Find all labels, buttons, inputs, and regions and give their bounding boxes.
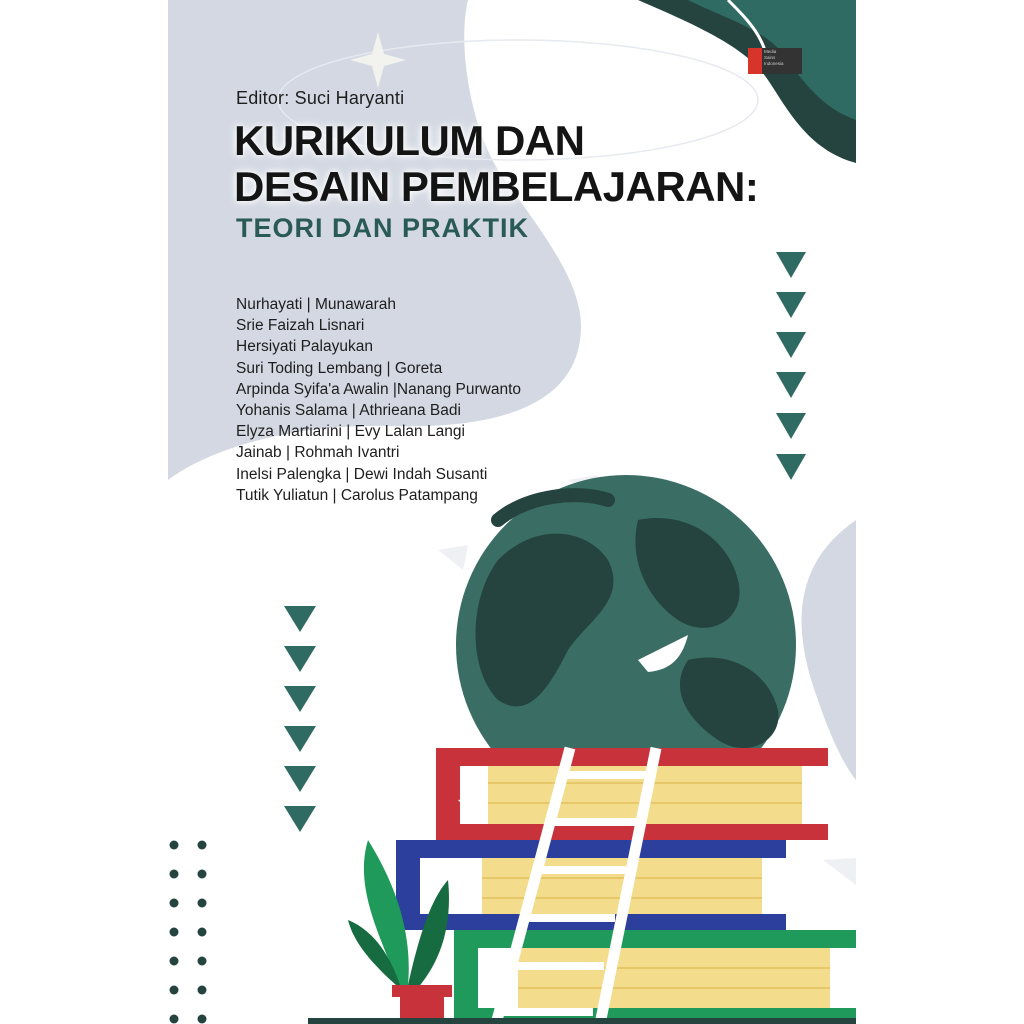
triangle-column-right: [776, 252, 806, 480]
publisher-logo-line: Indonesia: [764, 61, 784, 66]
triangle-marker-icon: [776, 292, 806, 318]
author-entry: Inelsi Palengka | Dewi Indah Susanti: [236, 465, 488, 483]
editor-credit: Editor: Suci Haryanti: [236, 88, 405, 108]
triangle-marker-icon: [776, 252, 806, 278]
author-entry: Elyza Martiarini | Evy Lalan Langi: [236, 423, 465, 441]
author-entry: Yohanis Salama | Athrieana Badi: [236, 402, 461, 420]
book-cover: [168, 0, 856, 1024]
triangle-column-left: [284, 606, 316, 832]
paper-flake: [823, 858, 856, 885]
publisher-logo-line: Sains: [764, 55, 776, 60]
triangle-marker-icon: [776, 413, 806, 439]
base-bar: [308, 1018, 856, 1024]
paper-flake: [458, 795, 488, 820]
book-subtitle: TEORI DAN PRAKTIK: [236, 213, 529, 243]
author-entry: Suri Toding Lembang | Goreta: [236, 359, 443, 377]
author-entry: Hersiyati Palayukan: [236, 338, 373, 356]
triangle-marker-icon: [284, 726, 316, 752]
triangle-marker-icon: [284, 766, 316, 792]
paper-flake: [438, 545, 468, 570]
triangle-marker-icon: [284, 686, 316, 712]
book-title-line-1: KURIKULUM DAN: [234, 117, 585, 164]
book-title-line-2: DESAIN PEMBELAJARAN:: [234, 163, 759, 210]
triangle-marker-icon: [284, 606, 316, 632]
author-entry: Tutik Yuliatun | Carolus Patampang: [236, 486, 478, 504]
triangle-marker-icon: [776, 332, 806, 358]
publisher-logo-line: Media: [764, 49, 777, 54]
author-entry: Nurhayati | Munawarah: [236, 296, 396, 313]
author-entry: Srie Faizah Lisnari: [236, 317, 365, 335]
triangle-marker-icon: [284, 806, 316, 832]
triangle-marker-icon: [776, 454, 806, 480]
dot-grid-icon: [170, 841, 207, 1024]
background-blob-right: [802, 520, 856, 780]
triangle-marker-icon: [776, 372, 806, 398]
author-entry: Arpinda Syifa'a Awalin |Nanang Purwanto: [236, 380, 522, 398]
publisher-logo-mark: [748, 48, 762, 74]
author-entry: Jainab | Rohmah Ivantri: [236, 444, 400, 462]
author-list: [236, 294, 521, 506]
publisher-logo-text: [764, 49, 800, 67]
triangle-marker-icon: [284, 646, 316, 672]
